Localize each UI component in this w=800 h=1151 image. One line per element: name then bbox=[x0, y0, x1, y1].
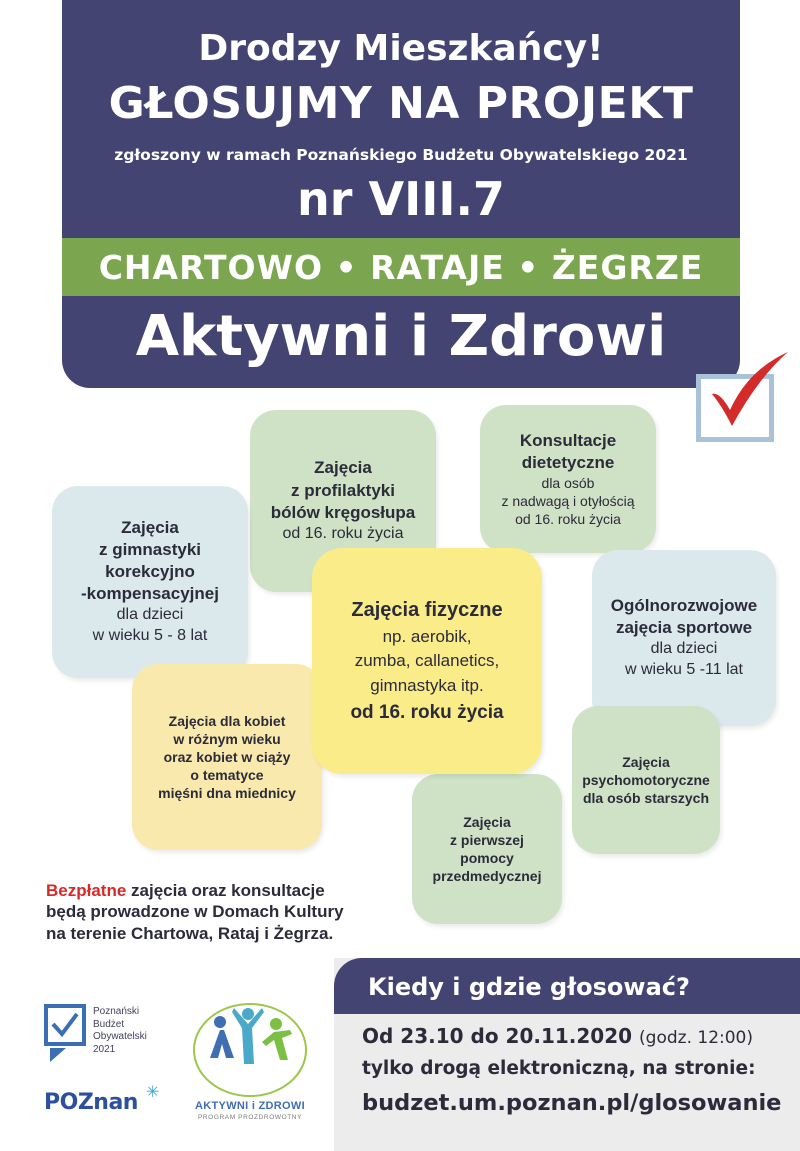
voting-dates: Od 23.10 do 20.11.2020 (godz. 12:00) bbox=[362, 1024, 754, 1048]
project-title: Aktywni i Zdrowi bbox=[135, 304, 667, 369]
voting-hours: (godz. 12:00) bbox=[639, 1028, 754, 1048]
free-highlight: Bezpłatne bbox=[46, 881, 127, 900]
greeting: Drodzy Mieszkańcy! bbox=[198, 28, 604, 69]
activity-corrective-gymnastics: Zajęcia z gimnastyki korekcyjno -kompensacyjnej dla dzieci w wieku 5 - 8 lat bbox=[52, 486, 248, 678]
activity-pelvic-floor: Zajęcia dla kobiet w różnym wieku oraz kobiet w ciąży o tematyce mięśni dna miednicy bbox=[132, 664, 322, 850]
pbo-logo-text: Poznański Budżet Obywatelski 2021 bbox=[93, 1006, 147, 1055]
voting-heading: Kiedy i gdzie głosować? bbox=[334, 958, 800, 1014]
voting-url[interactable]: budzet.um.poznan.pl/glosowanie bbox=[362, 1090, 782, 1116]
voting-channel: tylko drogą elektroniczną, na stronie: bbox=[362, 1058, 756, 1079]
activity-general-sports: Ogólnorozwojowe zajęcia sportowe dla dzieci w wieku 5 -11 lat bbox=[592, 550, 776, 726]
activity-spine-prevention: Zajęcia z profilaktyki bólów kręgosłupa od 16. roku życia bbox=[250, 410, 436, 592]
project-number: nr VIII.7 bbox=[297, 172, 505, 226]
star-icon: ✳ bbox=[146, 1084, 160, 1101]
activity-psychomotor: Zajęcia psychomotoryczne dla osób starszych bbox=[572, 706, 720, 854]
call-to-vote: GŁOSUJMY NA PROJEKT bbox=[108, 78, 694, 129]
activity-diet-consultation: Konsultacje dietetyczne dla osób z nadwagą i otyłością od 16. roku życia bbox=[480, 405, 656, 553]
header-panel bbox=[62, 0, 740, 388]
program-title: AKTYWNI i ZDROWI bbox=[195, 1100, 305, 1112]
free-activities-note: Bezpłatne zajęcia oraz konsultacje będą prowadzone w Domach Kultury na terenie Chartowa, Rataj i Żegrza. bbox=[46, 881, 344, 943]
checkmark-icon bbox=[698, 348, 794, 428]
aktywni-zdrowi-logo-icon bbox=[190, 998, 310, 1098]
subtitle: zgłoszony w ramach Poznańskiego Budżetu Obywatelskiego 2021 bbox=[114, 146, 688, 164]
program-subtitle: PROGRAM PROZDROWOTNY bbox=[197, 1114, 303, 1121]
pbo-logo-icon bbox=[44, 1004, 88, 1064]
poznan-logo: POZnan bbox=[44, 1090, 138, 1115]
districts-band: CHARTOWO • RATAJE • ŻEGRZE bbox=[62, 238, 740, 296]
activity-physical-classes: Zajęcia fizyczne np. aerobik, zumba, callanetics, gimnastyka itp. od 16. roku życia bbox=[312, 548, 542, 774]
activity-first-aid: Zajęcia z pierwszej pomocy przedmedycznej bbox=[412, 774, 562, 924]
